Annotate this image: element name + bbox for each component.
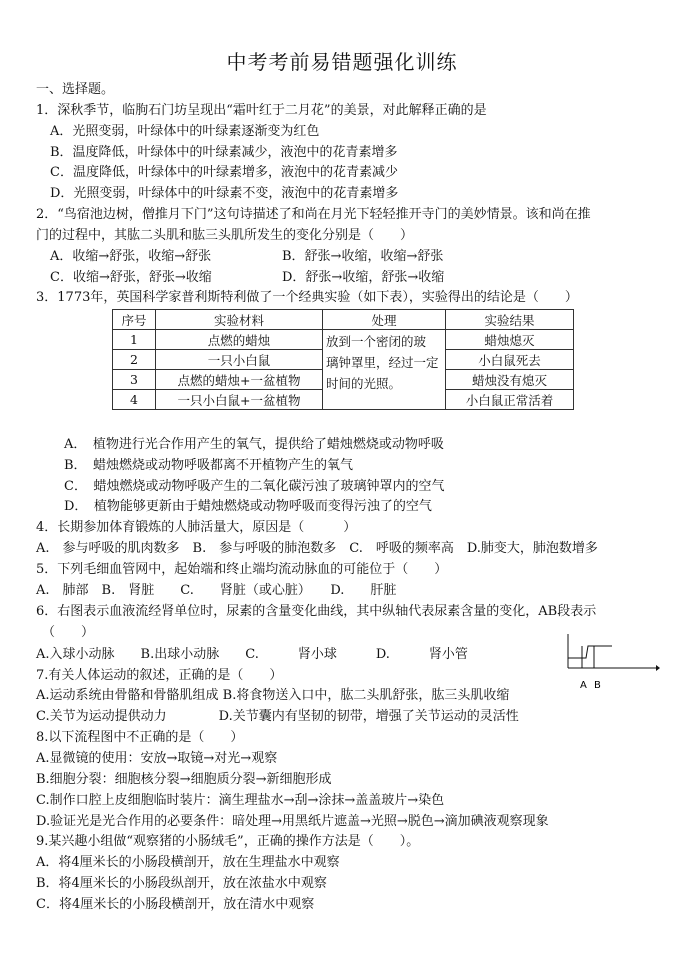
graph-x-arrow (656, 665, 660, 671)
table-cell-no: 2 (113, 350, 156, 370)
q8-option-a: A.显微镜的使用：安放→取镜→对光→观察 (36, 751, 278, 766)
graph-label-b: B (594, 680, 601, 691)
table-row (113, 330, 574, 350)
table-cell-no: 3 (113, 370, 156, 390)
q2-option-b: B．舒张→收缩，收缩→舒张 (282, 249, 444, 264)
q2-stem-line2: 门的过程中，其肱二头肌和肱三头肌所发生的变化分别是（ ） (36, 228, 414, 243)
q1-option-c: C．温度降低，叶绿体中的叶绿素增多，液泡中的花青素减少 (50, 165, 398, 180)
graph-curve (568, 646, 612, 658)
graph-label-a: A (580, 680, 587, 691)
q9-option-c: C．将4厘米长的小肠段横剖开，放在清水中观察 (36, 897, 315, 912)
q7-options-ab: A.运动系统由骨骼和骨骼肌组成 B.将食物送入口中，肱二头肌舒张，肱三头肌收缩 (36, 688, 510, 703)
q2-option-d: D．舒张→收缩，舒张→收缩 (282, 270, 445, 285)
q1-option-a: A．光照变弱，叶绿体中的叶绿素逐渐变为红色 (50, 124, 320, 139)
q8-option-d: D.验证光是光合作用的必要条件：暗处理→用黑纸片遮盖→光照→脱色→滴加碘液观察现象 (36, 814, 549, 829)
q4-options: A. 参与呼吸的肌肉数多 B. 参与呼吸的肺泡数多 C. 呼吸的频率高 D.肺变大，肺泡数增多 (36, 541, 598, 556)
table-header: 处理 (323, 310, 446, 330)
table-header: 实验结果 (446, 310, 574, 330)
table-cell-result: 蜡烛熄灭 (446, 330, 574, 350)
q2-option-c: C．收缩→舒张，舒张→收缩 (50, 270, 212, 285)
q9-option-a: A．将4厘米长的小肠段横剖开，放在生理盐水中观察 (36, 855, 340, 870)
q9-option-b: B．将4厘米长的小肠段纵剖开，放在浓盐水中观察 (36, 876, 327, 891)
section-heading: 一、选择题。 (36, 82, 115, 97)
table-cell-no: 4 (113, 390, 156, 410)
q2-stem-line1: 2．“鸟宿池边树，僧推月下门”这句诗描述了和尚在月光下轻轻推开寺门的美妙情景。该和尚在推 (36, 207, 591, 222)
q9-stem: 9.某兴趣小组做“观察猪的小肠绒毛”，正确的操作方法是（ ）。 (36, 834, 420, 849)
q4-stem: 4．长期参加体育锻炼的人肺活量大，原因是（ ） (36, 520, 357, 535)
q5-stem: 5．下列毛细血管网中，起始端和终止端均流动脉血的可能位于（ ） (36, 562, 448, 577)
q6-answer-paren: （ ） (42, 625, 95, 640)
q8-option-c: C.制作口腔上皮细胞临时装片：滴生理盐水→刮→涂抹→盖盖玻片→染色 (36, 793, 445, 808)
q1-option-b: B．温度降低，叶绿体中的叶绿素减少，液泡中的花青素增多 (50, 145, 398, 160)
table-cell-result: 蜡烛没有熄灭 (446, 370, 574, 390)
table-cell-no: 1 (113, 330, 156, 350)
q3-option-b: B． 蜡烛燃烧或动物呼吸都离不开植物产生的氧气 (64, 458, 354, 473)
q2-option-a: A．收缩→舒张，收缩→舒张 (50, 249, 212, 264)
table-cell-process (323, 330, 446, 410)
q3-option-c: C． 蜡烛燃烧或动物呼吸产生的二氧化碳污浊了玻璃钟罩内的空气 (64, 479, 445, 494)
table-cell-result: 小白鼠死去 (446, 350, 574, 370)
q8-option-b: B.细胞分裂：细胞核分裂→细胞质分裂→新细胞形成 (36, 772, 332, 787)
q7-options-cd: C.关节为运动提供动力 D.关节囊内有坚韧的韧带，增强了关节运动的灵活性 (36, 709, 519, 724)
q6-stem: 6．右图表示血液流经肾单位时，尿素的含量变化曲线，其中纵轴代表尿素含量的变化，AB段表示 (36, 604, 597, 619)
urea-curve-graph (556, 632, 660, 694)
table-cell-material: 点燃的蜡烛 (156, 330, 323, 350)
q1-stem: 1．深秋季节，临朐石门坊呈现出“霜叶红于二月花”的美景，对此解释正确的是 (36, 103, 487, 118)
table-cell-result: 小白鼠正常活着 (446, 390, 574, 410)
process-line: 璃钟罩里，经过一定 (326, 355, 439, 370)
table-header: 序号 (113, 310, 156, 330)
table-header: 实验材料 (156, 310, 323, 330)
table-cell-material: 一只小白鼠+一盆植物 (156, 390, 323, 410)
q3-stem: 3．1773年，英国科学家普利斯特利做了一个经典实验（如下表），实验得出的结论是（ ） (36, 290, 578, 305)
q6-options: A.入球小动脉 B.出球小动脉 C. 肾小球 D. 肾小管 (36, 647, 468, 662)
q3-option-a: A． 植物进行光合作用产生的氧气，提供给了蜡烛燃烧或动物呼吸 (64, 437, 444, 452)
q5-options: A. 肺部 B. 肾脏 C. 肾脏（或心脏） D. 肝脏 (36, 583, 397, 598)
experiment-table (112, 309, 574, 410)
process-line: 时间的光照。 (326, 376, 402, 391)
table-cell-material: 点燃的蜡烛+一盆植物 (156, 370, 323, 390)
q1-option-d: D．光照变弱，叶绿体中的叶绿素不变，液泡中的花青素增多 (50, 186, 399, 201)
q3-option-d: D． 植物能够更新由于蜡烛燃烧或动物呼吸而变得污浊了的空气 (64, 499, 432, 514)
process-line: 放到一个密闭的玻 (326, 334, 427, 349)
q8-stem: 8.以下流程图中不正确的是（ ） (36, 730, 244, 745)
table-header-row (113, 310, 574, 330)
table-cell-material: 一只小白鼠 (156, 350, 323, 370)
page-title: 中考考前易错题强化训练 (226, 50, 458, 74)
q7-stem: 7.有关人体运动的叙述，正确的是（ ） (36, 668, 283, 683)
